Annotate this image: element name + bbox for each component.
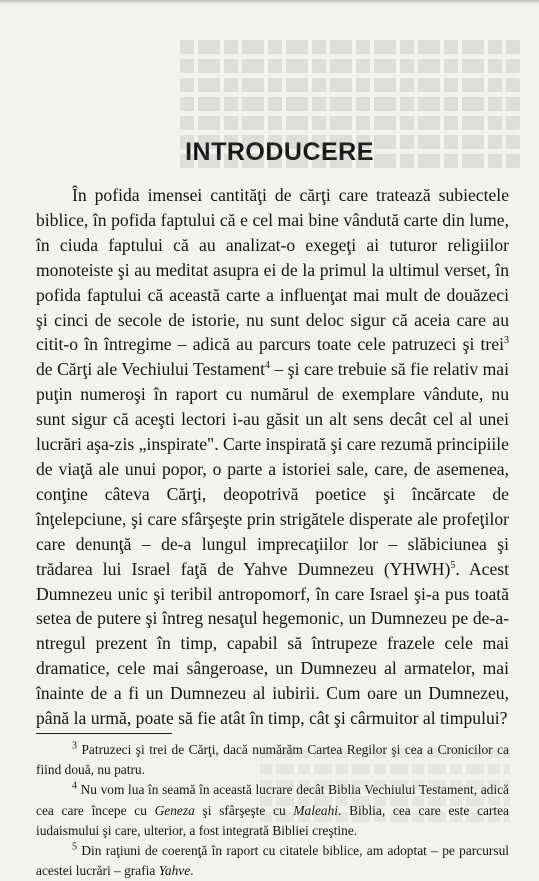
paragraph-segment-4: . Acest Dumnezeu unic şi teribil antropomorf, în care Israel şi-a pus toată setea de putere şi întreg nesaţul hegemonic, un Dumnezeu pe de-a-ntregul prezent în timp, capabil să întrupeze frazele cele mai dramatice, cele mai sângeroase, un Dumnezeu al armatelor, mai înainte de a fi un Dumnezeu al iubirii. Cum oare un Dumnezeu, până la urmă, poate să fie atât în timp, cât şi cârmuitor al timpului? [36, 558, 509, 729]
footnote-text: Nu vom lua în seamă în această lucrare decât Biblia Vechiului Testament, adică cea care începe cu [36, 782, 509, 818]
footnote-4 [36, 780, 509, 841]
footnote-separator [36, 733, 172, 734]
footnote-number: 4 [72, 780, 77, 792]
show-through-text [180, 40, 520, 190]
footnote-ref-3: 3 [504, 335, 509, 347]
paragraph-segment-1: În pofida imensei cantităţi de cărţi care tratează subiectele biblice, în pofida faptului că e cel mai bine vândută carte din lume, în ciuda faptului că au analizat-o exegeţi ai tuturor religiilor monoteiste şi au meditat asupra ei de la primul la ultimul verset, în pofida faptului că această carte a influenţat mai mult de douăzeci şi cinci de secole de istorie, nu sunt deloc sigur că aceia care au citit-o în întregime – adică au parcurs toate cele patruzeci şi trei [36, 185, 509, 355]
footnote-ref-4: 4 [265, 360, 271, 372]
footnote-text: . [190, 863, 194, 879]
footnote-5 [36, 841, 509, 881]
page-top-edge [0, 0, 539, 4]
paragraph-segment-2: de Cărţi ale Vechiului Testament [36, 359, 266, 380]
paragraph-segment-3: – şi care trebuie să fie relativ mai puţin numeroşi în raport cu numărul de exemplare vândute, nu sunt sigur că aceşti lectori i-au găsit un alt sens decât cel al unei lucrări aşa-zis „inspirate". Carte inspirată şi care rezumă principiile de viaţă ale unui popor, o parte a istoriei sale, care, de asemenea, conţine câteva Cărţi, deopotrivă poetice şi încărcate de înţelepciune, şi care sfârşeşte prin strigătele disperate ale profeţilor care denunţă – de-a lungul imprecaţiilor lor – slăbiciunea şi trădarea lui Israel faţă de Yahve Dumnezeu (YHWH) [36, 359, 509, 579]
footnote-italic-word: Yahve [158, 863, 191, 879]
footnote-text: şi sfârşeşte cu [194, 802, 294, 818]
footnote-text: Din raţiuni de coerenţă în raport cu citatele biblice, am adoptat – pe parcursul acestei lucrări – grafia [36, 842, 509, 879]
footnote-text: Patruzeci şi trei de Cărţi, dacă numărăm Cartea Regilor şi cea a Cronicilor ca fiind două, nu patru. [36, 741, 509, 778]
footnote-text: . Biblia, cea care este cartea iudaismului şi care, ulterior, a fost integrată Bibliei creştine. [36, 802, 509, 838]
footnote-3 [36, 740, 509, 780]
footnote-italic-book: Maleahi [293, 802, 339, 818]
footnote-number: 3 [72, 740, 77, 752]
main-paragraph [36, 183, 509, 731]
footnote-italic-book: Geneza [154, 802, 195, 818]
footnote-ref-5: 5 [450, 559, 456, 571]
chapter-title: INTRODUCERE [185, 138, 374, 166]
footnote-number: 5 [72, 841, 77, 853]
